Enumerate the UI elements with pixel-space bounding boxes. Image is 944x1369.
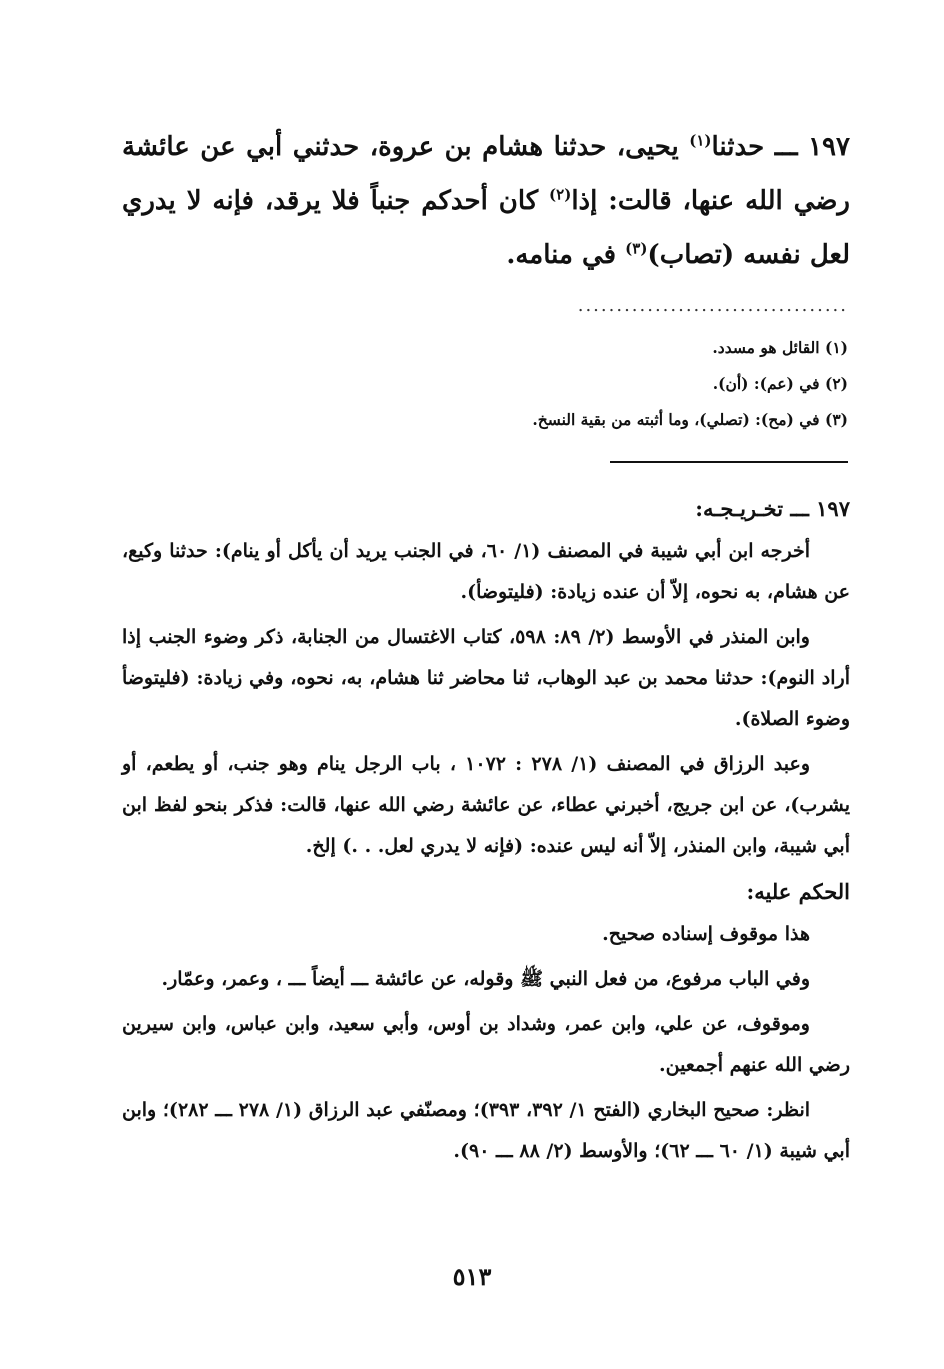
- footnote: (٣) في (مح): (تصلي)، وما أثبته من بقية النسخ.: [532, 410, 848, 429]
- hukm-paragraph: وموقوف، عن علي، وابن عمر، وشداد بن أوس، وأبي سعيد، وابن عباس، وابن سيرين رضي الله عنهم أجمعين.: [122, 1013, 850, 1076]
- takhrij-paragraph: وعبد الرزاق في المصنف (١/ ٢٧٨ : ١٠٧٢ ، باب الرجل ينام وهو جنب، أو يطعم، أو يشرب)، عن ابن جريج، أخبرني عطاء، عن عائشة رضي الله عنها، قالت: فذكر بنحو لفظ ابن أبي شيبة، وابن المنذر، إلاّ أنه ليس عنده: (فإنه لا يدري لعل. . .) إلخ.: [122, 753, 850, 857]
- hadith-text-part: يحيى، حدثنا هشام بن عروة، حدثني أبي عن عائشة رضي الله عنها، قالت: إذا: [122, 132, 850, 216]
- footnote-marker: (٢): [549, 185, 572, 204]
- footnote-marker: (٣): [625, 239, 648, 258]
- takhrij-heading: ١٩٧ ـــ تخـريـجـه:: [695, 496, 850, 521]
- footnote: (١) القائل هو مسدد.: [712, 338, 848, 357]
- hadith-text: [122, 120, 850, 282]
- hadith-number: ١٩٧: [808, 132, 850, 162]
- hukm-paragraph: وفي الباب مرفوع، من فعل النبي ﷺ وقوله، عن عائشة ـــ أيضاً ـــ ، وعمر، وعمّار.: [161, 968, 810, 990]
- footnotes: [300, 330, 848, 438]
- footnote-marker: (١): [689, 131, 712, 150]
- references-paragraph: انظر: صحيح البخاري (الفتح ١/ ٣٩٢، ٣٩٣)؛ ومصنّفي عبد الرزاق (١/ ٢٧٨ ـــ ٢٨٢)؛ وابن أبي شيبة (١/ ٦٠ ـــ ٦٢)؛ والأوسط (٢/ ٨٨ ـــ ٩٠).: [122, 1099, 850, 1162]
- takhrij-paragraph: وابن المنذر في الأوسط (٢/ ٨٩: ٥٩٨، كتاب الاغتسال من الجنابة، ذكر وضوء الجنب إذا أراد النوم): حدثنا محمد بن عبد الوهاب، ثنا محاضر ثنا هشام، به، نحوه، وفي زيادة: (فليتوضأ وضوء الصلاة).: [122, 626, 850, 730]
- section-divider: [610, 461, 848, 463]
- hukm-paragraph: هذا موقوف إسناده صحيح.: [602, 923, 810, 945]
- footnote: (٢) في (عم): (أن).: [712, 374, 848, 393]
- page-number: ٥١٣: [452, 1262, 492, 1291]
- footnote-separator: ...................................: [577, 295, 848, 316]
- hadith-text-part: ـــ حدثنا: [711, 132, 798, 162]
- hadith-text-part: كان أحدكم جنباً فلا يرقد، فإنه لا يدري لعل نفسه (تصاب): [122, 186, 850, 270]
- takhrij-paragraph: أخرجه ابن أبي شيبة في المصنف (١/ ٦٠، في الجنب يريد أن يأكل أو ينام): حدثنا وكيع، عن هشام، به نحوه، إلاّ أن عنده زيادة: (فليتوضأ).: [122, 540, 850, 603]
- hadith-text-part: في منامه.: [506, 240, 626, 270]
- takhrij-section: [122, 488, 850, 1176]
- hukm-heading: الحكم عليه:: [746, 879, 850, 904]
